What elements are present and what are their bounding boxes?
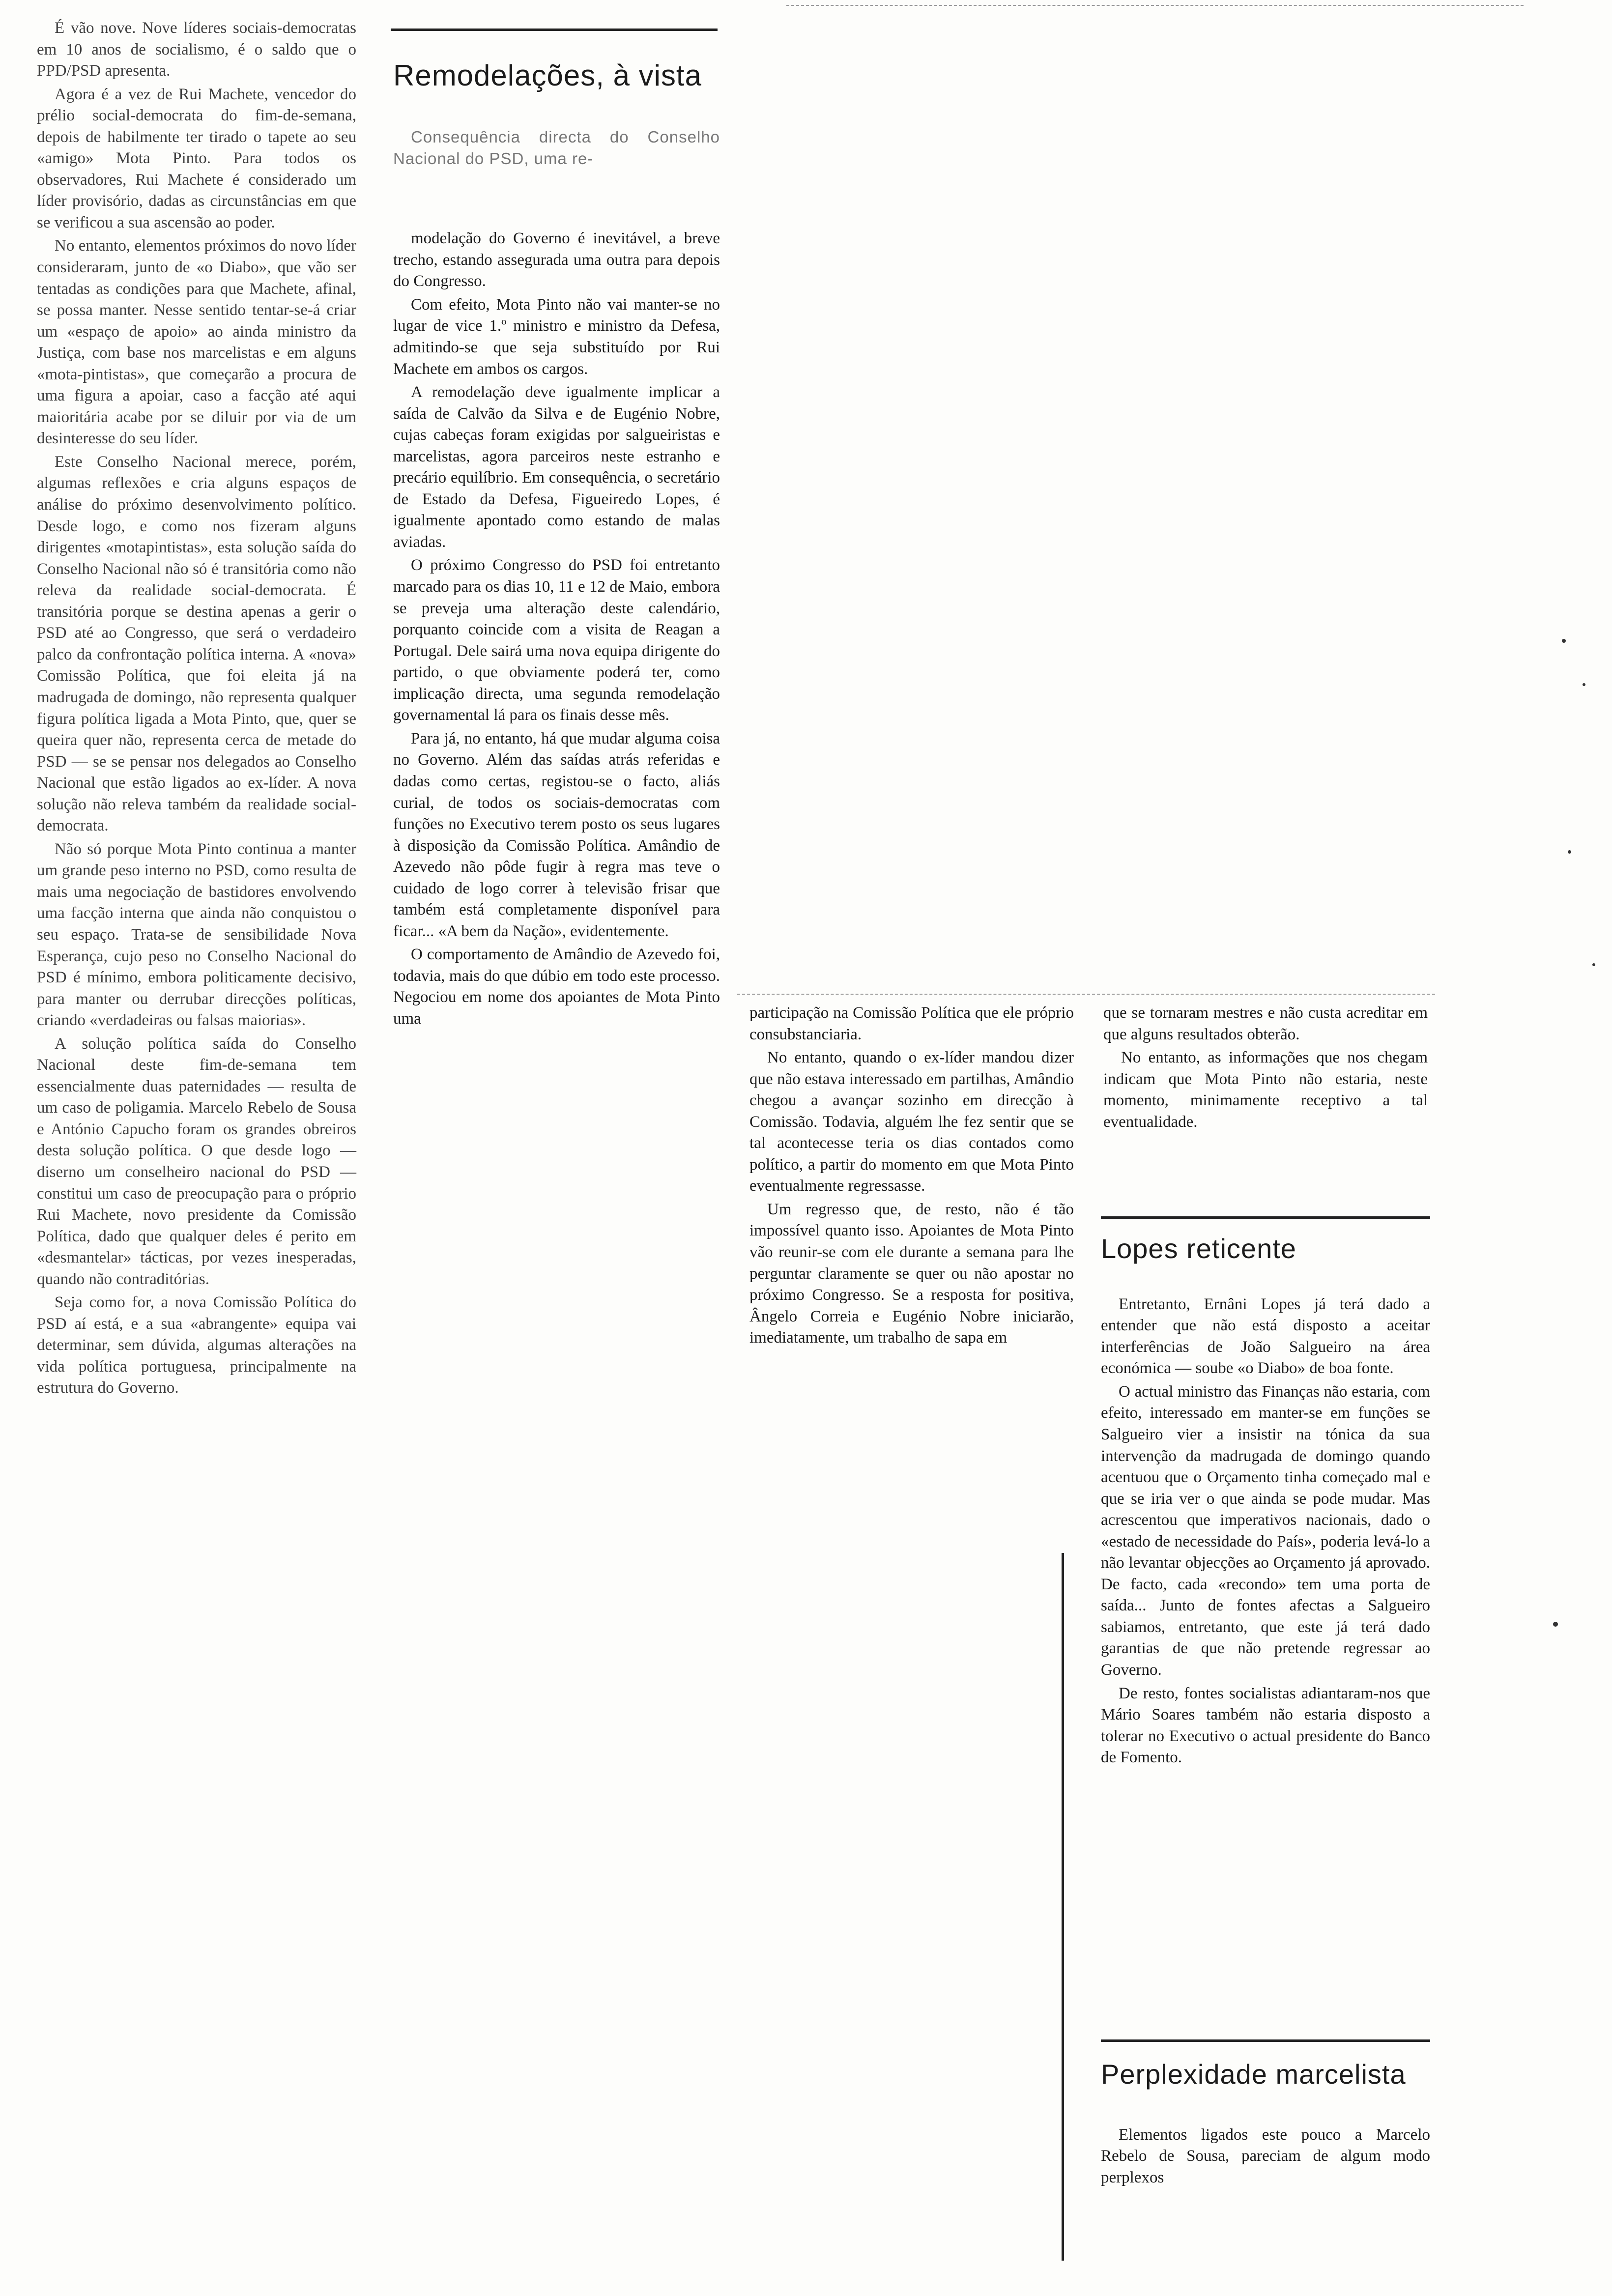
paragraph: Seja como for, a nova Comissão Política do PSD aí está, e a sua «abrangente» equipa vai determinar, sem dúvida, algumas alterações na vida política portuguesa, principalmente na estrutura do Governo. (37, 1293, 356, 1397)
article-column-2 (393, 59, 720, 1030)
paragraph: É vão nove. Nove líderes sociais-democratas em 10 anos de socialismo, é o saldo que o PPD/PSD apresenta. (37, 19, 356, 80)
scan-speck (1562, 639, 1566, 643)
paragraph: A remodelação deve igualmente implicar a saída de Calvão da Silva e de Eugénio Nobre, cujas cabeças foram exigidas por salgueiristas e marcelistas, agora parceiros neste estranho e precário equilíbrio. Em consequência, o secretário de Estado da Defesa, Figueiredo Lopes, é igualmente apontado como estando de malas aviadas. (393, 383, 720, 551)
main-headline: Remodelações, à vista (393, 59, 702, 92)
scan-speck (1583, 683, 1585, 686)
scan-speck (1568, 850, 1571, 854)
paragraph: O comportamento de Amândio de Azevedo foi, todavia, mais do que dúbio em todo este processo. Negociou em nome dos apoiantes de Mota Pinto uma (393, 946, 720, 1028)
scan-speck (1553, 1622, 1558, 1627)
paragraph: No entanto, quando o ex-líder mandou dizer que não estava interessado em partilhas, Amândio chegou a avançar sozinho em direcção à Comissão. Todavia, alguém lhe fez sentir que se tal acontecesse teria os dias contados como político, a partir do momento em que Mota Pinto eventualmente regressasse. (749, 1049, 1074, 1195)
paragraph: Para já, no entanto, há que mudar alguma coisa no Governo. Além das saídas atrás referidas e dadas como certas, registou-se o facto, aliás curial, de todos os sociais-democratas com funções no Executivo terem posto os seus lugares à disposição da Comissão Política. Amândio de Azevedo não pôde fugir à regra mas teve o cuidado de logo correr à televisão frisar que também está completamente disponível para ficar... «A bem da Nação», evidentemente. (393, 729, 720, 940)
paragraph: Elementos ligados este pouco a Marcelo Rebelo de Sousa, pareciam de algum modo perplexos (1101, 2125, 1430, 2186)
paragraph: Este Conselho Nacional merece, porém, algumas reflexões e cria alguns espaços de análise do próximo desenvolvimento político. Desde logo, e como nos fizeram alguns dirigentes «motapintistas», esta solução saída do Conselho Nacional não só é transitória como não releva da realidade social-democrata. É transitória porque se destina apenas a gerir o PSD até ao Congresso, que será o verdadeiro palco da confrontação política interna. A «nova» Comissão Política, que foi eleita já na madrugada de domingo, não representa qualquer figura política ligada a Mota Pinto, que, quer se queira quer não, representa cerca de metade do PSD — se se pensar nos delegados ao Conselho Nacional que estão ligados ao ex-líder. A nova solução não releva também da realidade social-democrata. (37, 453, 356, 835)
article-column-3 (749, 1003, 1074, 1349)
paragraph: participação na Comissão Política que ele próprio consubstanciaria. (749, 1004, 1074, 1043)
paragraph: O actual ministro das Finanças não estaria, com efeito, interessado em manter-se em funções se Salgueiro vier a insistir na tónica da sua intervenção da madrugada de domingo quando acentuou que o Orçamento tinha começado mal e que se iria ver o que ainda se pode mudar. Mas acrescentou que imperativos nacionais, dado o «estado de necessidade do País», poderia levá-lo a não levantar objecções ao Orçamento já aprovado. De facto, cada «recondo» tem uma porta de saída... Junto de fontes afectas a Salgueiro sabiamos, entretanto, que este já terá dado garantias de que não pretende regressar ao Governo. (1101, 1382, 1430, 1679)
section-rule-marcelista (1101, 2039, 1430, 2042)
paragraph: que se tornaram mestres e não custa acreditar em que alguns resultados obterão. (1103, 1004, 1428, 1043)
paragraph: De resto, fontes socialistas adiantaram-nos que Mário Soares também não estaria disposto a tolerar no Executivo o actual presidente do Banco de Fomento. (1101, 1684, 1430, 1767)
paragraph: A solução política saída do Conselho Nacional deste fim-de-semana tem essencialmente duas paternidades — resulta de um caso de poligamia. Marcelo Rebelo de Sousa e António Capucho foram os grandes obreiros desta solução política. O que desde logo — diserno um conselheiro nacional do PSD — constitui um caso de preocupação para o próprio Rui Machete, novo presidente da Comissão Política, dado que qualquer deles é perito em «desmantelar» tácticas, por vezes inesperadas, quando não contraditórias. (37, 1034, 356, 1288)
article-column-1 (37, 18, 356, 1399)
paragraph: modelação do Governo é inevitável, a breve trecho, estando assegurada uma outra para depois do Congresso. (393, 230, 720, 290)
paragraph: Agora é a vez de Rui Machete, vencedor do prélio social-democrata do fim-de-semana, depois de habilmente ter tirado o tapete ao seu «amigo» Mota Pinto. Para todos os observadores, Rui Machete é considerado um líder provisório, dadas as circunstâncias em que se verificou a sua ascensão ao poder. (37, 85, 356, 231)
main-kicker: Consequência directa do Conselho Nacional do PSD, uma re- (393, 128, 720, 168)
paragraph: O próximo Congresso do PSD foi entretanto marcado para os dias 10, 11 e 12 de Maio, embora se preveja uma alteração deste calendário, porquanto coincide com a visita de Reagan a Portugal. Dele sairá uma nova equipa dirigente do partido, o que obviamente poderá ter, como implicação directa, uma segunda remodelação governamental lá para os finais desse mês. (393, 556, 720, 724)
section-rule-lopes (1101, 1216, 1430, 1219)
paragraph: Um regresso que, de resto, não é tão impossível quanto isso. Apoiantes de Mota Pinto vão reunir-se com ele durante a semana para lhe perguntar claramente se quer ou não apostar no próximo Congresso. Se a resposta for positiva, Ângelo Correia e Eugénio Nobre iniciarão, imediatamente, um trabalho de sapa em (749, 1200, 1074, 1347)
paragraph: Não só porque Mota Pinto continua a manter um grande peso interno no PSD, como resulta de mais uma negociação de bastidores envolvendo uma facção interna que ainda não conquistou o seu espaço. Trata-se de sensibilidade Nova Esperança, cujo peso no Conselho Nacional do PSD é mínimo, embora politicamente decisivo, para manter ou derrubar direcções políticas, criando «verdadeiras ou falsas maiorias». (37, 840, 356, 1030)
marcelista-section (1101, 2059, 1430, 2188)
top-rule (391, 29, 718, 31)
paragraph: Com efeito, Mota Pinto não vai manter-se no lugar de vice 1.º ministro e ministro da Defesa, admitindo-se que seja substituído por Rui Machete em ambos os cargos. (393, 295, 720, 378)
marcelista-headline: Perplexidade marcelista (1101, 2059, 1406, 2090)
scan-rule-top (786, 5, 1524, 6)
scan-rule-mid (737, 994, 1435, 995)
column-rule (1062, 1553, 1064, 2261)
article-column-4-top (1103, 1003, 1428, 1133)
paragraph: No entanto, elementos próximos do novo líder consideraram, junto de «o Diabo», que vão ser tentadas as condições para que Machete, afinal, se possa manter. Nesse sentido tentar-se-á criar um «espaço de apoio» ao ainda ministro da Justiça, com base nos marcelistas e em alguns «mota-pintistas», que começarão a procura de uma figura a apoiar, caso a facção até aqui maioritária acabe por se diluir por via de um desinteresse do seu líder. (37, 237, 356, 448)
scan-speck (1592, 963, 1595, 966)
paragraph: Entretanto, Ernâni Lopes já terá dado a entender que não está disposto a aceitar interferências de João Salgueiro na área económica — soube «o Diabo» de boa fonte. (1101, 1295, 1430, 1378)
lopes-headline: Lopes reticente (1101, 1233, 1296, 1264)
paragraph: No entanto, as informações que nos chegam indicam que Mota Pinto não estaria, neste momento, minimamente receptivo a tal eventualidade. (1103, 1049, 1428, 1131)
lopes-section (1101, 1234, 1430, 1769)
